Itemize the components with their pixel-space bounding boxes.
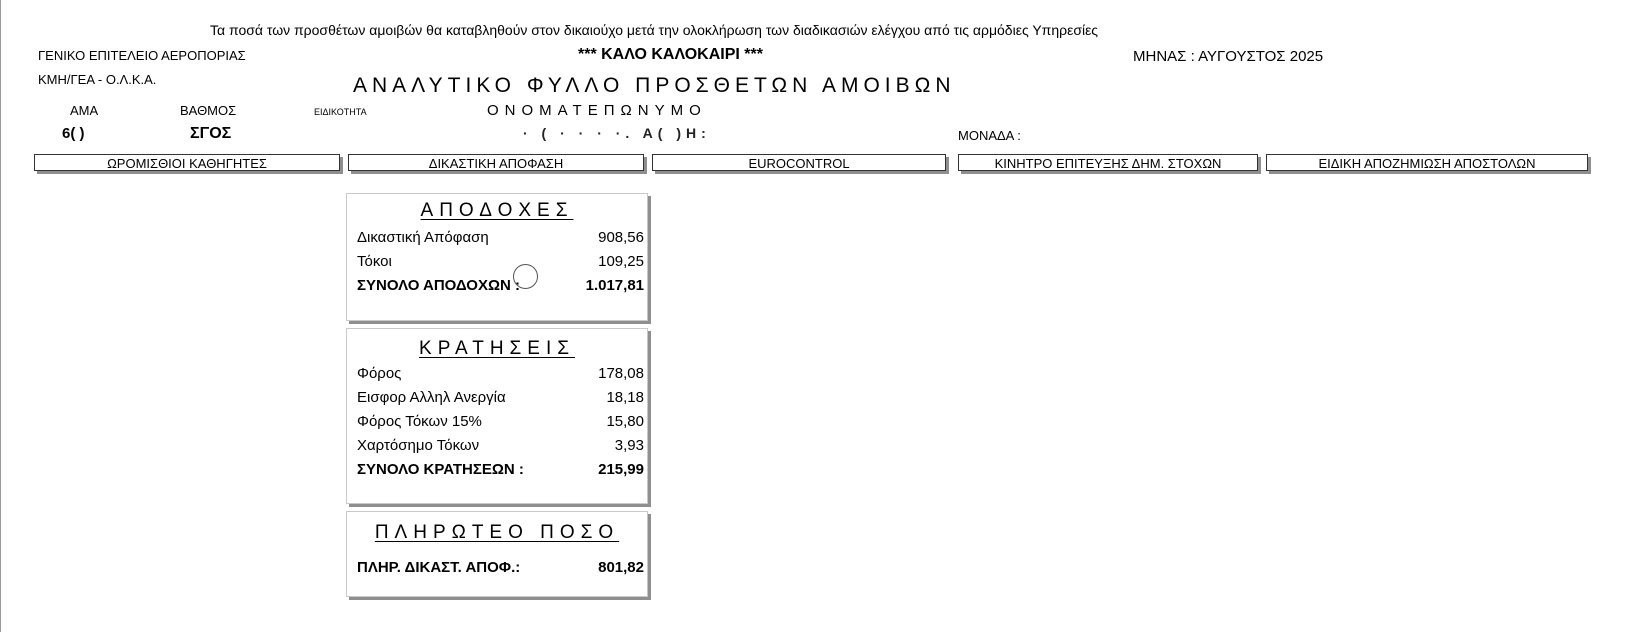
deductions-row-value: 178,08 xyxy=(598,365,644,382)
ama-label: ΑΜΑ xyxy=(70,103,99,118)
tab-court-decision[interactable]: ΔΙΚΑΣΤΙΚΗ ΑΠΟΦΑΣΗ xyxy=(348,154,644,171)
name-label: ΟΝΟΜΑΤΕΠΩΝΥΜΟ xyxy=(487,102,707,119)
earnings-row-value: 109,25 xyxy=(598,253,644,270)
unit-label: ΜΟΝΑΔΑ : xyxy=(958,128,1021,143)
earnings-panel xyxy=(346,193,648,321)
deductions-row-label: Φόρος Τόκων 15% xyxy=(357,413,482,430)
org-name: ΓΕΝΙΚΟ ΕΠΙΤΕΛΕΙΟ ΑΕΡΟΠΟΡΙΑΣ xyxy=(38,48,246,63)
specialty-label: ΕΙΔΙΚΟΤΗΤΑ xyxy=(314,107,367,117)
deductions-row-value: 3,93 xyxy=(614,437,644,454)
payment-notice: Τα ποσά των προσθέτων αμοιβών θα καταβληθούν στον δικαιούχο μετά την ολοκλήρωση των διαδικασιών ελέγχου από τις αρμόδιες Υπηρεσίες xyxy=(210,22,1099,38)
earnings-title: ΑΠΟΔΟΧΕΣ xyxy=(420,200,574,221)
page-border xyxy=(0,0,1,632)
deductions-row-label: Εισφορ Αλληλ Ανεργία xyxy=(357,389,506,406)
deductions-row-label: Χαρτόσημο Τόκων xyxy=(357,437,480,454)
deductions-row xyxy=(347,434,647,458)
tab-performance-incentive[interactable]: ΚΙΝΗΤΡΟ ΕΠΙΤΕΥΞΗΣ ΔΗΜ. ΣΤΟΧΩΝ xyxy=(958,154,1258,171)
rank-value: ΣΓΟΣ xyxy=(190,125,232,142)
month-label: ΜΗΝΑΣ : ΑΥΓΟΥΣΤΟΣ 2025 xyxy=(1133,48,1324,65)
tab-mission-compensation[interactable]: ΕΙΔΙΚΗ ΑΠΟΖΗΜΙΩΣΗ ΑΠΟΣΤΟΛΩΝ xyxy=(1266,154,1588,171)
greeting: *** ΚΑΛΟ ΚΑΛΟΚΑΙΡΙ *** xyxy=(578,46,763,63)
earnings-row xyxy=(347,226,647,250)
tab-eurocontrol[interactable]: EUROCONTROL xyxy=(652,154,946,171)
deductions-row-value: 15,80 xyxy=(606,413,644,430)
payable-panel xyxy=(346,511,648,597)
deductions-total-label: ΣΥΝΟΛΟ ΚΡΑΤΗΣΕΩΝ : xyxy=(357,461,524,478)
document-title: ΑΝΑΛΥΤΙΚΟ ΦΥΛΛΟ ΠΡΟΣΘΕΤΩΝ ΑΜΟΙΒΩΝ xyxy=(353,74,956,97)
deductions-panel xyxy=(346,328,648,504)
deductions-total-value: 215,99 xyxy=(598,461,644,478)
deductions-row-value: 18,18 xyxy=(606,389,644,406)
rank-label: ΒΑΘΜΟΣ xyxy=(180,103,237,118)
earnings-row-label: Τόκοι xyxy=(357,253,392,270)
payable-value: 801,82 xyxy=(598,559,644,576)
deductions-row xyxy=(347,410,647,434)
name-value: · ( · · · ·. Α( )Η: xyxy=(523,125,711,141)
org-unit: ΚΜΗ/ΓΕΑ - Ο.Λ.Κ.Α. xyxy=(38,72,157,87)
deductions-row xyxy=(347,386,647,410)
payable-row xyxy=(347,556,647,580)
payable-title: ΠΛΗΡΩΤΕΟ ΠΟΣΟ xyxy=(374,522,620,543)
earnings-total-label: ΣΥΝΟΛΟ ΑΠΟΔΟΧΩΝ : xyxy=(357,277,520,294)
ama-value: 6( ) xyxy=(62,125,85,142)
deductions-total-row xyxy=(347,458,647,482)
deductions-title: ΚΡΑΤΗΣΕΙΣ xyxy=(419,338,575,359)
earnings-total-value: 1.017,81 xyxy=(585,277,644,294)
deductions-row-label: Φόρος xyxy=(357,365,402,382)
tab-hourly-teachers[interactable]: ΩΡΟΜΙΣΘΙΟΙ ΚΑΘΗΓΗΤΕΣ xyxy=(34,154,340,171)
earnings-total-row xyxy=(347,274,647,298)
earnings-row-value: 908,56 xyxy=(598,229,644,246)
payable-label: ΠΛΗΡ. ΔΙΚΑΣΤ. ΑΠΟΦ.: xyxy=(357,559,521,576)
deductions-row xyxy=(347,362,647,386)
radio-button[interactable] xyxy=(513,264,538,289)
earnings-row xyxy=(347,250,647,274)
earnings-row-label: Δικαστική Απόφαση xyxy=(357,229,489,246)
